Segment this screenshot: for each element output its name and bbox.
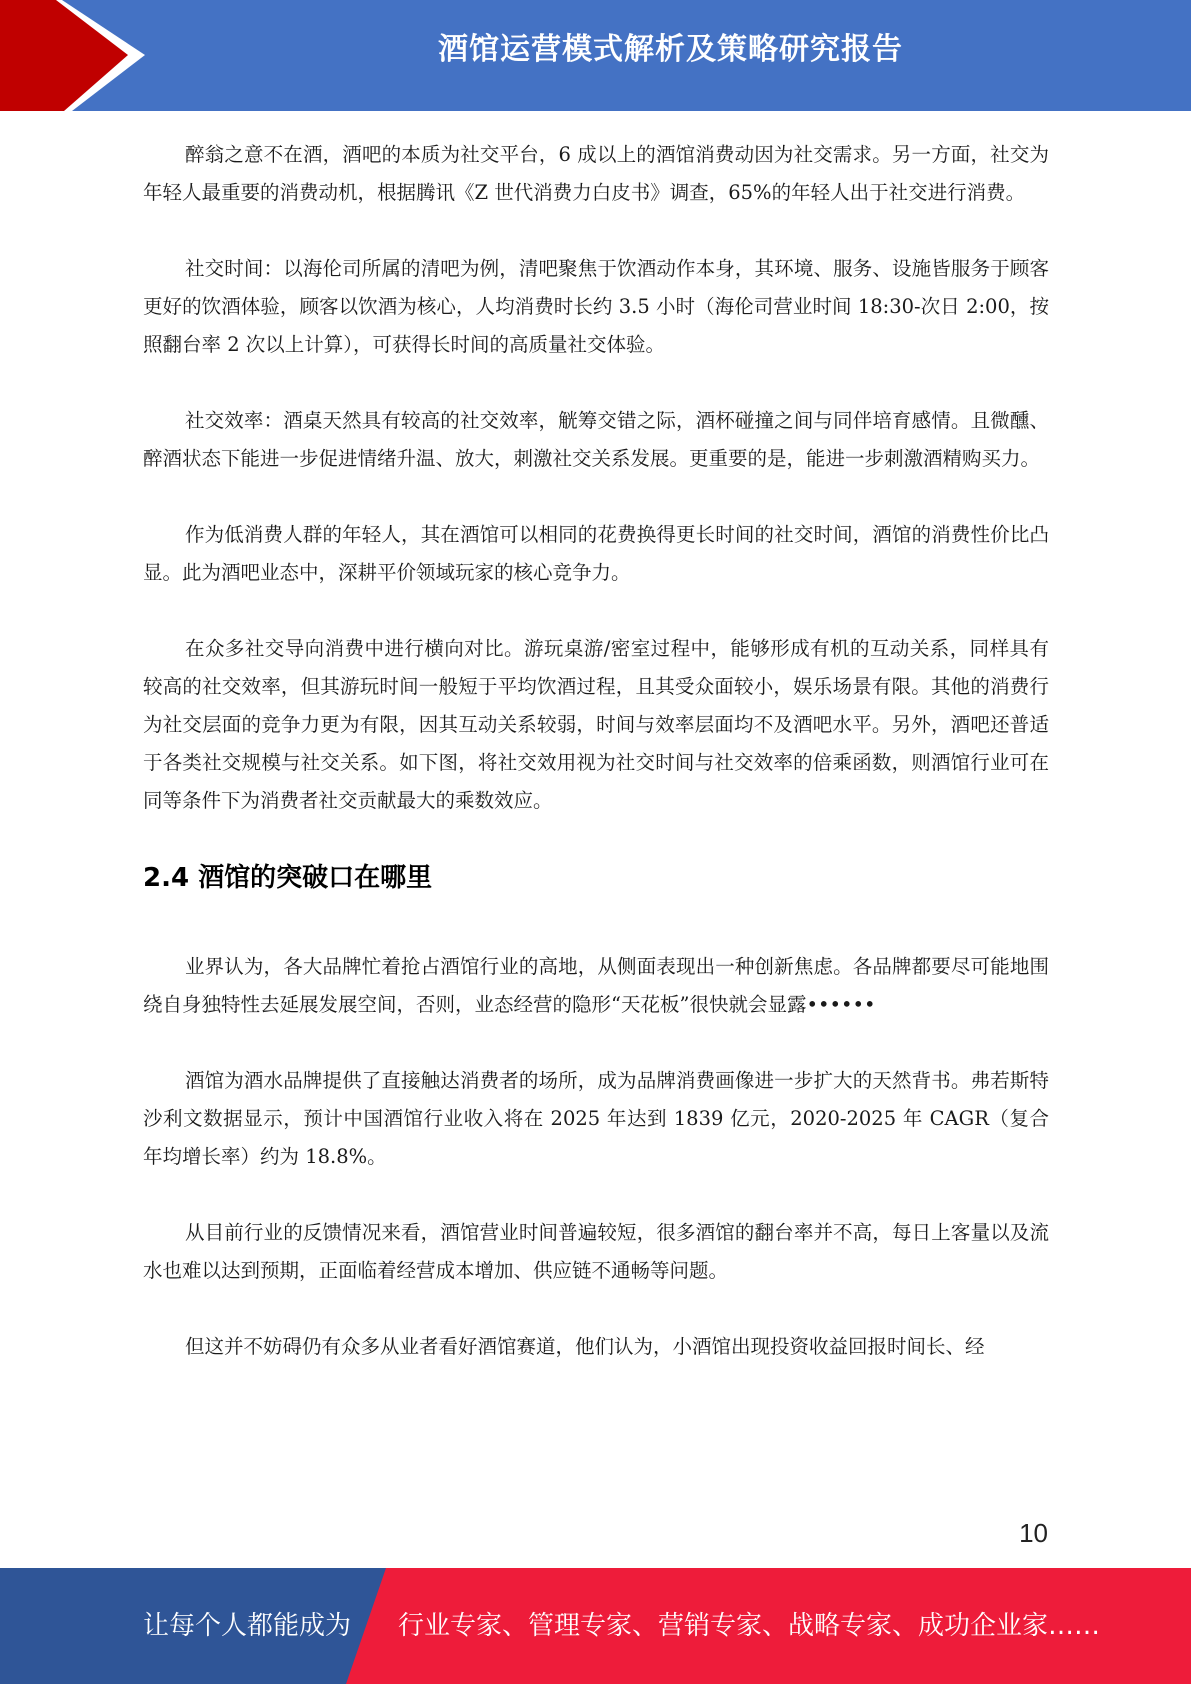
page-number: 10: [1019, 1518, 1048, 1548]
body-paragraph: 社交效率：酒桌天然具有较高的社交效率，觥筹交错之际，酒杯碰撞之间与同伴培育感情。且微醺、醉酒状态下能进一步促进情绪升温、放大，刺激社交关系发展。更重要的是，能进一步刺激酒精购买力。: [143, 409, 1049, 470]
footer-slogan-right: 行业专家、管理专家、营销专家、战略专家、成功企业家……: [398, 1611, 1101, 1641]
header-chevron-icon: [0, 0, 160, 111]
body-paragraph: 但这并不妨碍仍有众多从业者看好酒馆赛道，他们认为，小酒馆出现投资收益回报时间长、经: [185, 1335, 985, 1358]
page-header: [0, 0, 1191, 111]
footer-slogan-left: 让每个人都能成为: [143, 1611, 352, 1641]
body-paragraph: 酒馆为酒水品牌提供了直接触达消费者的场所，成为品牌消费画像进一步扩大的天然背书。弗若斯特沙利文数据显示，预计中国酒馆行业收入将在 2025 年达到 1839 亿元，2020-2025 年 CAGR（复合年均增长率）约为 18.8%。: [143, 1069, 1049, 1168]
body-paragraph: 作为低消费人群的年轻人，其在酒馆可以相同的花费换得更长时间的社交时间，酒馆的消费性价比凸显。此为酒吧业态中，深耕平价领域玩家的核心竞争力。: [143, 523, 1049, 584]
body-paragraph: 在众多社交导向消费中进行横向对比。游玩桌游/密室过程中，能够形成有机的互动关系，同样具有较高的社交效率，但其游玩时间一般短于平均饮酒过程，且其受众面较小，娱乐场景有限。其他的消费行为社交层面的竞争力更为有限，因其互动关系较弱，时间与效率层面均不及酒吧水平。另外，酒吧还普适于各类社交规模与社交关系。如下图，将社交效用视为社交时间与社交效率的倍乘函数，则酒馆行业可在同等条件下为消费者社交贡献最大的乘数效应。: [143, 637, 1049, 812]
body-paragraph: 社交时间：以海伦司所属的清吧为例，清吧聚焦于饮酒动作本身，其环境、服务、设施皆服务于顾客更好的饮酒体验，顾客以饮酒为核心，人均消费时长约 3.5 小时（海伦司营业时间 18:30-次日 2:00，按照翻台率 2 次以上计算），可获得长时间的高质量社交体验。: [143, 257, 1049, 356]
section-heading: 2.4 酒馆的突破口在哪里: [143, 863, 433, 893]
document-body: [143, 136, 1049, 1404]
page-footer: [0, 1568, 1191, 1684]
body-paragraph: 业界认为，各大品牌忙着抢占酒馆行业的高地，从侧面表现出一种创新焦虑。各品牌都要尽可能地围绕自身独特性去延展发展空间，否则，业态经营的隐形“天花板”很快就会显露••••••: [143, 955, 1049, 1016]
body-paragraph: 从目前行业的反馈情况来看，酒馆营业时间普遍较短，很多酒馆的翻台率并不高，每日上客量以及流水也难以达到预期，正面临着经营成本增加、供应链不通畅等问题。: [143, 1221, 1049, 1282]
body-paragraph: 醉翁之意不在酒，酒吧的本质为社交平台，6 成以上的酒馆消费动因为社交需求。另一方面，社交为年轻人最重要的消费动机，根据腾讯《Z 世代消费力白皮书》调查，65%的年轻人出于社交进行消费。: [143, 143, 1049, 204]
header-title: 酒馆运营模式解析及策略研究报告: [438, 32, 903, 67]
